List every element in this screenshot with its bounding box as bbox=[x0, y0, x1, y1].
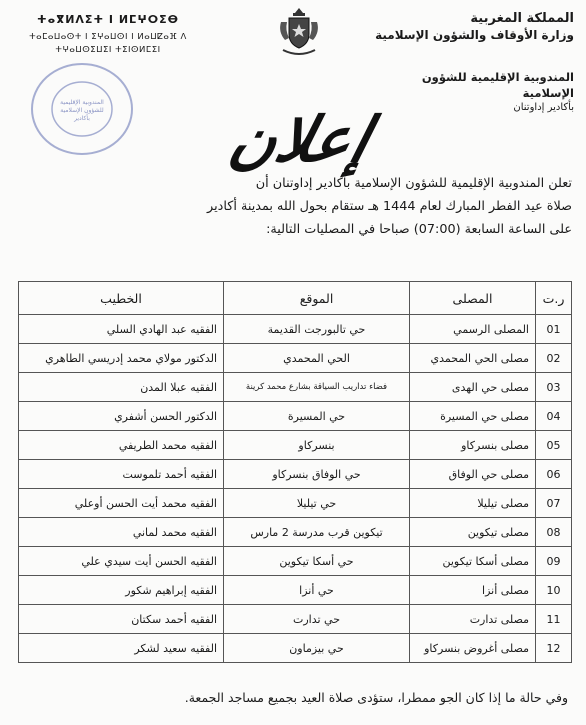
musalla-name: مصلى حي الوفاق bbox=[410, 460, 536, 489]
location: تيكوين قرب مدرسة 2 مارس bbox=[224, 518, 410, 547]
table-row bbox=[19, 634, 572, 663]
delegation-city: بأكادير إداوتنان bbox=[513, 102, 574, 113]
khatib-name: الدكتور مولاي محمد إدريسي الطاهري bbox=[19, 344, 224, 373]
musalla-name: مصلى تدارت bbox=[410, 605, 536, 634]
row-number: 03 bbox=[536, 373, 572, 402]
location: حي تيليلا bbox=[224, 489, 410, 518]
location: حي المسيرة bbox=[224, 402, 410, 431]
musalla-name: مصلى حي المسيرة bbox=[410, 402, 536, 431]
location: بنسركاو bbox=[224, 431, 410, 460]
column-header-location: الموقع bbox=[224, 282, 410, 315]
table-row bbox=[19, 489, 572, 518]
row-number: 04 bbox=[536, 402, 572, 431]
location: فضاء تداريب السياقة بشارع محمد كرينة bbox=[224, 373, 410, 402]
table-row bbox=[19, 547, 572, 576]
khatib-name: الفقيه محمد أيت الحسن أوعلي bbox=[19, 489, 224, 518]
khatib-name: الفقيه الحسن أيت سيدي علي bbox=[19, 547, 224, 576]
table-row bbox=[19, 605, 572, 634]
khatib-name: الفقيه محمد لماني bbox=[19, 518, 224, 547]
announcement-text bbox=[12, 172, 572, 241]
row-number: 05 bbox=[536, 431, 572, 460]
khatib-name: الفقيه سعيد لشكر bbox=[19, 634, 224, 663]
column-header-number: ر.ت bbox=[536, 282, 572, 315]
row-number: 06 bbox=[536, 460, 572, 489]
musalla-name: مصلى بنسركاو bbox=[410, 431, 536, 460]
row-number: 09 bbox=[536, 547, 572, 576]
musalla-name: مصلى أغروض بنسركاو bbox=[410, 634, 536, 663]
location: الحي المحمدي bbox=[224, 344, 410, 373]
table-row bbox=[19, 402, 572, 431]
column-header-musalla: المصلى bbox=[410, 282, 536, 315]
musalla-name: مصلى أسكا تيكوين bbox=[410, 547, 536, 576]
announcement-line: صلاة عيد الفطر المبارك لعام 1444 هـ ستقام بحول الله بمدينة أكادير bbox=[207, 199, 572, 214]
page-title: إعلان bbox=[222, 103, 378, 176]
delegation-name: المندوبية الإقليمية للشؤون الإسلامية bbox=[421, 70, 574, 100]
table-header-row bbox=[19, 282, 572, 315]
svg-text:بأكادير: بأكادير bbox=[74, 115, 90, 122]
location: حي أسكا تيكوين bbox=[224, 547, 410, 576]
svg-text:للشؤون الإسلامية: للشؤون الإسلامية bbox=[60, 107, 104, 114]
row-number: 08 bbox=[536, 518, 572, 547]
location: حي الوفاق بنسركاو bbox=[224, 460, 410, 489]
prayer-grounds-table bbox=[18, 281, 572, 663]
announcement-line: تعلن المندوبية الإقليمية للشؤون الإسلامية بأكادير إداوتنان أن bbox=[255, 176, 572, 191]
table-row bbox=[19, 373, 572, 402]
table-row bbox=[19, 460, 572, 489]
khatib-name: الفقيه أحمد سكتان bbox=[19, 605, 224, 634]
table-row bbox=[19, 518, 572, 547]
table-row bbox=[19, 315, 572, 344]
row-number: 07 bbox=[536, 489, 572, 518]
khatib-name: الفقيه عبلا المدن bbox=[19, 373, 224, 402]
musalla-name: مصلى أنزا bbox=[410, 576, 536, 605]
coat-of-arms-icon bbox=[275, 6, 323, 58]
location: حي تدارت bbox=[224, 605, 410, 634]
location: حي بيزماون bbox=[224, 634, 410, 663]
musalla-name: المصلى الرسمي bbox=[410, 315, 536, 344]
musalla-name: مصلى الحي المحمدي bbox=[410, 344, 536, 373]
musalla-name: مصلى حي الهدى bbox=[410, 373, 536, 402]
header-tifinagh bbox=[8, 12, 208, 57]
svg-text:المندوبية الإقليمية: المندوبية الإقليمية bbox=[60, 99, 104, 106]
kingdom-name-tifinagh: ⵜⴰⴳⵍⴷⵉⵜ ⵏ ⵍⵎⵖⵔⵉⴱ bbox=[36, 13, 179, 26]
announcement-line: على الساعة السابعة (07:00) صباحا في المصليات التالية: bbox=[266, 222, 572, 237]
kingdom-name: المملكة المغربية bbox=[470, 11, 574, 26]
table-row bbox=[19, 431, 572, 460]
location: حي تالبورجت القديمة bbox=[224, 315, 410, 344]
row-number: 02 bbox=[536, 344, 572, 373]
row-number: 12 bbox=[536, 634, 572, 663]
khatib-name: الدكتور الحسن أشفري bbox=[19, 402, 224, 431]
rain-notice: وفي حالة ما إذا كان الجو ممطرا، ستؤدى صلاة العيد بجميع مساجد الجمعة. bbox=[184, 690, 568, 705]
location: حي أنزا bbox=[224, 576, 410, 605]
ministry-name: وزارة الأوقاف والشؤون الإسلامية bbox=[375, 28, 574, 42]
table-row bbox=[19, 344, 572, 373]
musalla-name: مصلى تيليلا bbox=[410, 489, 536, 518]
ministry-name-tifinagh: ⵜⴰⵎⴰⵡⴰⵙⵜ ⵏ ⵉⵖⴰⵡⵙⵏ ⵏ ⵍⴰⵡⵇⴰⴼ ⴷ ⵜⵖⴰⵡⵙⵉⵡⵉⵏ ⵜⵉⵏⵙⵍⵎⵉⵏ bbox=[29, 32, 187, 55]
musalla-name: مصلى تيكوين bbox=[410, 518, 536, 547]
row-number: 01 bbox=[536, 315, 572, 344]
khatib-name: الفقيه محمد الطريفي bbox=[19, 431, 224, 460]
column-header-khatib: الخطيب bbox=[19, 282, 224, 315]
khatib-name: الفقيه أحمد تلموست bbox=[19, 460, 224, 489]
khatib-name: الفقيه عبد الهادي السلي bbox=[19, 315, 224, 344]
row-number: 10 bbox=[536, 576, 572, 605]
row-number: 11 bbox=[536, 605, 572, 634]
header-arabic bbox=[374, 10, 574, 114]
khatib-name: الفقيه إبراهيم شكور bbox=[19, 576, 224, 605]
table-row bbox=[19, 576, 572, 605]
